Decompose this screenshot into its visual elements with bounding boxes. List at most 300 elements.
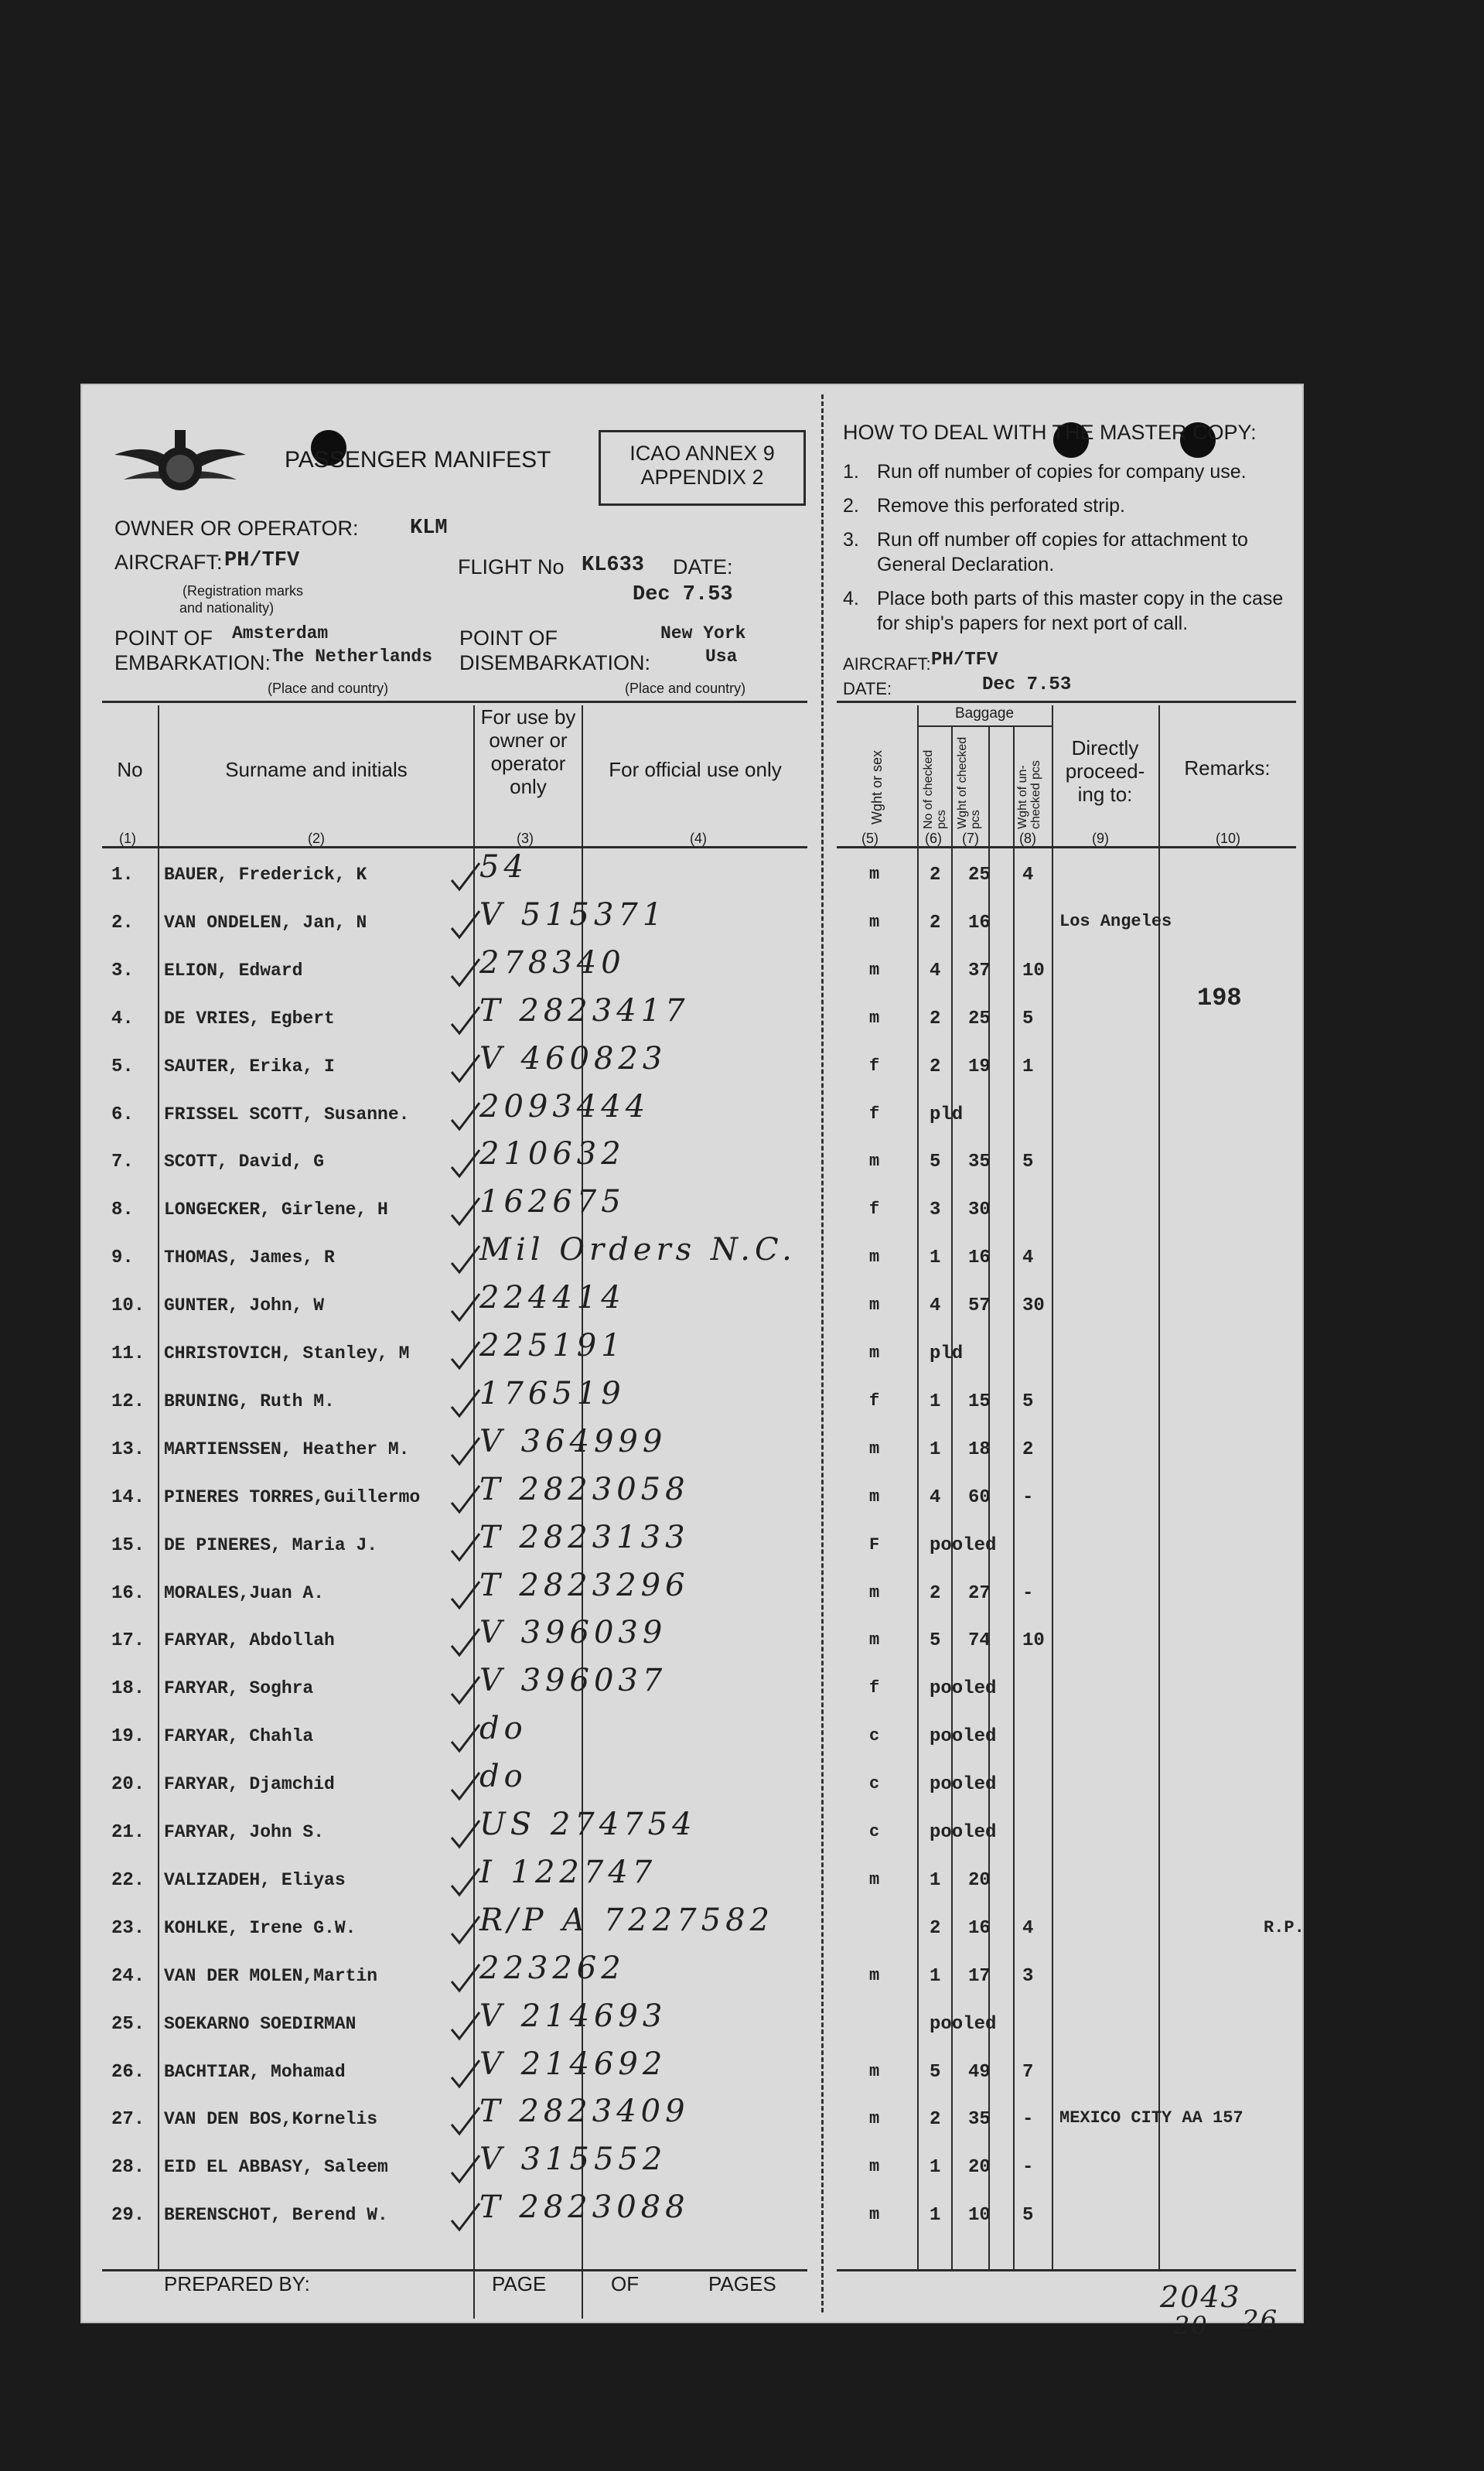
baggage-pieces: 2 [930,912,941,933]
unchecked-weight: 10 [1022,960,1045,981]
passenger-name: VAN ONDELEN, Jan, N [164,912,367,933]
passenger-sex: m [869,1152,880,1172]
passenger-name: FARYAR, Abdollah [164,1630,335,1651]
check-mark-icon [449,2057,483,2091]
passenger-row [80,992,1304,1046]
baggage-pieces: pooled [930,1774,997,1796]
baggage-pieces: 1 [930,1869,941,1891]
unchecked-weight: - [1022,1582,1034,1604]
col-num: (10) [1216,831,1241,846]
passenger-name: VAN DER MOLEN,Martin [164,1965,378,1986]
passenger-row [80,944,1304,998]
check-mark-icon [449,1531,483,1565]
row-number: 6. [111,1104,134,1125]
baggage-pieces: 1 [930,1391,941,1412]
unchecked-weight: - [1022,1486,1034,1508]
prepared-by-label: PREPARED BY: [164,2272,310,2295]
passenger-sex: m [869,1486,880,1507]
date-label: DATE: [673,555,733,579]
row-number: 23. [111,1917,145,1939]
row-number: 18. [111,1678,145,1700]
aircraft-note-2: and nationality) [179,600,275,616]
baggage-weight: 60 [968,1486,991,1508]
baggage-weight: 35 [968,1152,991,1173]
row-number: 25. [111,2013,145,2035]
passport-number: T 2823417 [479,992,690,1029]
passenger-name: SCOTT, David, G [164,1152,325,1172]
passenger-sex: m [869,1008,880,1028]
instruction-num: 2. [843,495,859,517]
strip-date-value: Dec 7.53 [982,674,1072,695]
row-number: 14. [111,1486,145,1508]
passenger-sex: m [869,1343,880,1363]
instruction-item [843,459,1299,484]
instruction-text: Place both parts of this master copy in the case for ship's papers for next port of call. [877,588,1284,634]
instruction-text: Run off number off copies for attachment to General Declaration. [877,529,1248,575]
check-mark-icon [449,1291,483,1325]
unchecked-weight: 1 [1022,1056,1034,1077]
passenger-sex: m [869,2109,880,2129]
passport-number: R/P A 7227582 [479,1902,774,1938]
col-num: (1) [119,831,136,846]
baggage-pieces: 2 [930,1582,941,1604]
passport-number: T 2823058 [479,1471,690,1507]
check-mark-icon [449,2200,483,2234]
instruction-item [843,493,1299,518]
passport-number: 225191 [479,1328,626,1363]
rule [917,725,1052,727]
check-mark-icon [449,2009,483,2043]
passenger-sex: F [869,1534,880,1555]
unchecked-weight: 7 [1022,2061,1034,2083]
passport-number: 2093444 [479,1088,650,1125]
passenger-row [80,1088,1304,1142]
col-num: (9) [1092,831,1109,846]
check-mark-icon [449,2152,483,2186]
passenger-sex: m [869,1869,880,1889]
passport-number: do [479,1711,527,1747]
row-number: 5. [111,1056,134,1077]
passport-number: V 315552 [479,2142,667,2178]
passenger-sex: f [869,1056,880,1076]
baggage-pieces: 4 [930,1295,941,1317]
baggage-weight: 16 [968,1247,991,1269]
col-header-sex: Wght or sex [869,749,885,824]
check-mark-icon [449,908,483,942]
passport-number: T 2823088 [479,2189,690,2226]
remarks: R.P. [1264,1917,1305,1937]
check-mark-icon [449,1147,483,1181]
passenger-row [80,1136,1304,1189]
instruction-text: Run off number of copies for company use. [877,461,1247,483]
row-number: 22. [111,1869,145,1891]
col-header-wght-checked-text: Wght of checked pcs [956,736,982,829]
row-number: 27. [111,2109,145,2131]
baggage-pieces: 1 [930,2205,941,2227]
passport-number: 223262 [479,1950,626,1986]
check-mark-icon [449,1339,483,1373]
baggage-pieces: pooled [930,1822,997,1843]
place-note-disembark: (Place and country) [625,681,746,696]
col-num: (8) [1019,831,1036,846]
passenger-sex: m [869,2205,880,2225]
unchecked-weight: 5 [1022,1008,1034,1029]
passenger-sex: m [869,2061,880,2081]
passenger-name: SOEKARNO SOEDIRMAN [164,2013,357,2034]
baggage-weight: 20 [968,2157,991,2179]
baggage-pieces: 2 [930,1056,941,1077]
passenger-name: MORALES,Juan A. [164,1582,325,1603]
disembark-label-1: POINT OF [459,626,558,650]
baggage-pieces: 2 [930,2109,941,2131]
klm-wings-logo-icon [114,424,246,509]
row-number: 24. [111,1965,145,1987]
passenger-sex: m [869,1247,880,1268]
passport-number: V 214693 [479,1998,667,2034]
passenger-sex: m [869,1965,880,1985]
rule [837,701,1296,703]
passenger-name: FARYAR, Chahla [164,1726,314,1747]
baggage-pieces: 2 [930,1008,941,1029]
instruction-num: 4. [843,588,859,609]
passenger-row [80,1998,1304,2051]
baggage-pieces: 2 [930,865,941,886]
check-mark-icon [449,1052,483,1086]
check-mark-icon [449,1004,483,1038]
passenger-row [80,1328,1304,1381]
check-mark-icon [449,1913,483,1947]
page-label: PAGE [492,2272,547,2295]
row-number: 4. [111,1008,134,1029]
date-value: Dec 7.53 [633,583,733,606]
check-mark-icon [449,1483,483,1517]
col-header-pcs [922,730,948,831]
passenger-name: THOMAS, James, R [164,1247,335,1268]
check-mark-icon [449,1722,483,1756]
row-number: 16. [111,1582,145,1604]
passenger-row [80,896,1304,950]
baggage-weight: 16 [968,1917,991,1939]
col-header-wght-unchecked [1016,730,1050,831]
passenger-name: SAUTER, Erika, I [164,1056,335,1077]
col-header-remarks: Remarks: [1184,756,1271,780]
row-number: 15. [111,1534,145,1556]
embark-value-2: The Netherlands [272,647,433,667]
baggage-pieces: pld [930,1104,964,1125]
col-header-sex-wrap [843,727,913,828]
passport-number: 210632 [479,1136,626,1172]
baggage-pieces: 1 [930,1247,941,1269]
col-header-wght-checked [956,730,987,831]
check-mark-icon [449,2104,483,2138]
baggage-weight: 25 [968,865,991,886]
rule [102,2269,807,2271]
check-mark-icon [449,1435,483,1469]
check-mark-icon [449,1387,483,1421]
strip-date-label: DATE: [843,679,892,698]
baggage-pieces: 4 [930,960,941,981]
instruction-text: Remove this perforated strip. [877,495,1125,517]
unchecked-weight: - [1022,2109,1034,2131]
passport-number: V 214692 [479,2046,667,2082]
proceeding-to: MEXICO CITY AA 157 [1059,2108,1243,2128]
strip-aircraft-label: AIRCRAFT: [843,654,931,674]
baggage-pieces: 5 [930,2061,941,2083]
check-mark-icon [449,1770,483,1804]
passenger-sex: c [869,1774,880,1794]
passenger-name: DE VRIES, Egbert [164,1008,335,1029]
unchecked-weight: 30 [1022,1295,1045,1317]
passport-number: V 396039 [479,1615,667,1651]
passenger-sex: m [869,1295,880,1316]
passenger-sex: c [869,1822,880,1841]
passenger-row [80,1902,1305,1955]
row-number: 1. [111,865,134,886]
row-number: 7. [111,1152,134,1173]
instructions-list [843,459,1299,636]
row-number: 2. [111,912,134,933]
passenger-row [80,2142,1304,2194]
disembark-value-1: New York [660,623,746,643]
passenger-sex: c [869,1726,880,1746]
passenger-row [80,1280,1304,1333]
passenger-sex: m [869,1630,880,1650]
passenger-row [80,1040,1304,1094]
passenger-name: LONGECKER, Girlene, H [164,1200,388,1220]
instruction-num: 1. [843,461,859,483]
unchecked-weight: 4 [1022,865,1034,886]
baggage-weight: 74 [968,1630,991,1652]
passenger-name: FARYAR, Djamchid [164,1774,335,1795]
passenger-name: VALIZADEH, Eliyas [164,1869,346,1890]
baggage-pieces: 1 [930,1965,941,1987]
row-number: 13. [111,1439,145,1460]
check-mark-icon [449,860,483,894]
icao-line-2: APPENDIX 2 [640,466,764,489]
passport-number: 224414 [479,1280,626,1316]
baggage-pieces: pld [930,1343,964,1364]
passenger-row [80,1615,1304,1667]
check-mark-icon [449,1626,483,1660]
check-mark-icon [449,1195,483,1229]
passenger-name: FARYAR, John S. [164,1822,325,1842]
baggage-weight: 35 [968,2109,991,2131]
passport-number: I 122747 [479,1854,657,1890]
row-number: 3. [111,960,134,981]
passenger-row [80,1567,1304,1620]
baggage-pieces: pooled [930,1534,997,1556]
baggage-weight: 25 [968,1008,991,1029]
passenger-sex: f [869,1391,880,1411]
row-number: 19. [111,1726,145,1748]
check-mark-icon [449,956,483,990]
rule [837,2269,1296,2271]
baggage-weight: 18 [968,1439,991,1460]
baggage-pieces: 5 [930,1630,941,1652]
check-mark-icon [449,1865,483,1899]
unchecked-weight: 3 [1022,1965,1034,1987]
col-num: (6) [925,831,942,846]
col-header-proceeding: Directly proceed- ing to: [1065,736,1145,806]
check-mark-icon [449,1674,483,1708]
baggage-pieces: 1 [930,1439,941,1460]
of-label: OF [611,2272,640,2295]
unchecked-weight: 10 [1022,1630,1045,1652]
passenger-row [80,2094,1304,2146]
strip-aircraft-value: PH/TFV [931,650,998,671]
embark-value-1: Amsterdam [232,623,329,643]
row-number: 17. [111,1630,145,1652]
passenger-row [80,1184,1304,1237]
baggage-pieces: 1 [930,2157,941,2179]
passenger-name: BACHTIAR, Mohamad [164,2061,346,2082]
baggage-weight: 27 [968,1582,991,1604]
passenger-sex: m [869,2157,880,2177]
baggage-weight: 37 [968,960,991,981]
passport-number: V 364999 [479,1423,667,1459]
unchecked-weight: 4 [1022,1247,1034,1269]
baggage-weight: 49 [968,2061,991,2083]
row-number: 12. [111,1391,145,1412]
col-header-no: No [117,758,143,781]
passport-number: 278340 [479,944,626,981]
passenger-name: BAUER, Frederick, K [164,865,367,885]
passenger-name: VAN DEN BOS,Kornelis [164,2109,378,2130]
row-number: 20. [111,1774,145,1796]
passenger-row [80,1807,1304,1859]
place-note-embark: (Place and country) [268,681,389,696]
baggage-weight: 17 [968,1965,991,1987]
col-header-wght-unchecked-text: Wght of un- checked pcs [1016,760,1042,829]
passenger-name: ELION, Edward [164,960,303,981]
row-number: 26. [111,2061,145,2083]
baggage-weight: 16 [968,912,991,933]
baggage-weight: 15 [968,1391,991,1412]
owner-value: KLM [410,517,448,540]
col-num: (5) [861,831,878,846]
passenger-sex: m [869,960,880,980]
passenger-name: FARYAR, Soghra [164,1678,314,1699]
passport-number: 54 [479,849,528,885]
bottom-handwriting-2: 20 [1174,2311,1209,2340]
baggage-weight: 57 [968,1295,991,1317]
row-number: 28. [111,2157,145,2179]
icao-line-1: ICAO ANNEX 9 [629,442,775,465]
passport-number: V 515371 [479,896,667,933]
passenger-sex: m [869,865,880,884]
flight-label: FLIGHT No [458,555,565,579]
passenger-sex: m [869,1582,880,1602]
disembark-value-2: Usa [705,647,738,667]
passenger-sex: f [869,1200,880,1220]
passport-number: V 460823 [479,1040,667,1077]
unchecked-weight: - [1022,2157,1034,2179]
passenger-row [80,1471,1304,1524]
passenger-name: DE PINERES, Maria J. [164,1534,378,1555]
passenger-name: BERENSCHOT, Berend W. [164,2205,388,2226]
baggage-weight: 10 [968,2205,991,2227]
baggage-weight: 30 [968,1200,991,1221]
passenger-row [80,1663,1304,1715]
proceeding-to: Los Angeles [1059,911,1172,931]
remark-number: 198 [1197,984,1242,1012]
check-mark-icon [449,1100,483,1134]
col-header-owner-use: For use by owner or operator only [480,705,576,798]
bottom-handwriting-1: 2043 [1160,2280,1241,2314]
baggage-pieces: pooled [930,2013,997,2035]
passenger-row [80,1759,1304,1811]
passenger-row [80,1711,1304,1763]
col-num: (7) [962,831,979,846]
row-number: 8. [111,1200,134,1221]
passenger-name: KOHLKE, Irene G.W. [164,1917,357,1938]
passenger-name: FRISSEL SCOTT, Susanne. [164,1104,410,1125]
row-number: 10. [111,1295,145,1317]
passenger-row [80,849,1304,902]
col-num: (2) [308,831,325,846]
col-num: (4) [690,831,707,846]
check-mark-icon [449,1579,483,1613]
row-number: 11. [111,1343,145,1364]
passport-number: 176519 [479,1375,626,1411]
disembark-label-2: DISEMBARKATION: [459,651,651,674]
baggage-pieces: pooled [930,1726,997,1748]
passenger-row [80,2046,1304,2099]
icao-box [599,430,806,506]
baggage-pieces: 4 [930,1486,941,1508]
aircraft-value: PH/TFV [224,549,300,572]
passenger-name: GUNTER, John, W [164,1295,325,1316]
embark-label-1: POINT OF [114,626,213,650]
flight-value: KL633 [582,554,645,577]
passenger-name: CHRISTOVICH, Stanley, M [164,1343,410,1363]
passenger-sex: m [869,1439,880,1459]
passport-number: T 2823133 [479,1519,690,1555]
pages-label: PAGES [708,2272,776,2295]
passenger-row [80,1519,1304,1572]
passport-number: 162675 [479,1184,626,1220]
check-mark-icon [449,1243,483,1277]
form-title: PASSENGER MANIFEST [285,447,551,473]
bottom-handwriting-3: 26 [1242,2305,1279,2336]
passenger-name: PINERES TORRES,Guillermo [164,1486,421,1507]
passenger-name: BRUNING, Ruth M. [164,1391,335,1411]
passport-number: V 396037 [479,1663,667,1699]
instruction-item [843,527,1299,577]
unchecked-weight: 2 [1022,1439,1034,1460]
aircraft-note-1: (Registration marks [183,583,304,599]
baggage-pieces: 5 [930,1152,941,1173]
col-header-name: Surname and initials [225,758,408,781]
passenger-row [80,1854,1304,1907]
col-header-pcs-text: No of checked pcs [922,749,948,829]
row-number: 9. [111,1247,134,1269]
instruction-item [843,586,1299,636]
passport-number: T 2823409 [479,2094,690,2130]
unchecked-weight: 5 [1022,2205,1034,2227]
instructions-heading: HOW TO DEAL WITH THE MASTER COPY: [843,421,1257,444]
unchecked-weight: 5 [1022,1391,1034,1412]
passport-number: Mil Orders N.C. [479,1232,797,1268]
baggage-pieces: 3 [930,1200,941,1221]
passenger-row [80,1375,1304,1428]
aircraft-label: AIRCRAFT: [114,551,223,574]
col-num: (3) [517,831,534,846]
passenger-row [80,2189,1304,2242]
passport-number: T 2823296 [479,1567,690,1603]
baggage-pieces: pooled [930,1678,997,1700]
passport-number: US 274754 [479,1807,697,1842]
